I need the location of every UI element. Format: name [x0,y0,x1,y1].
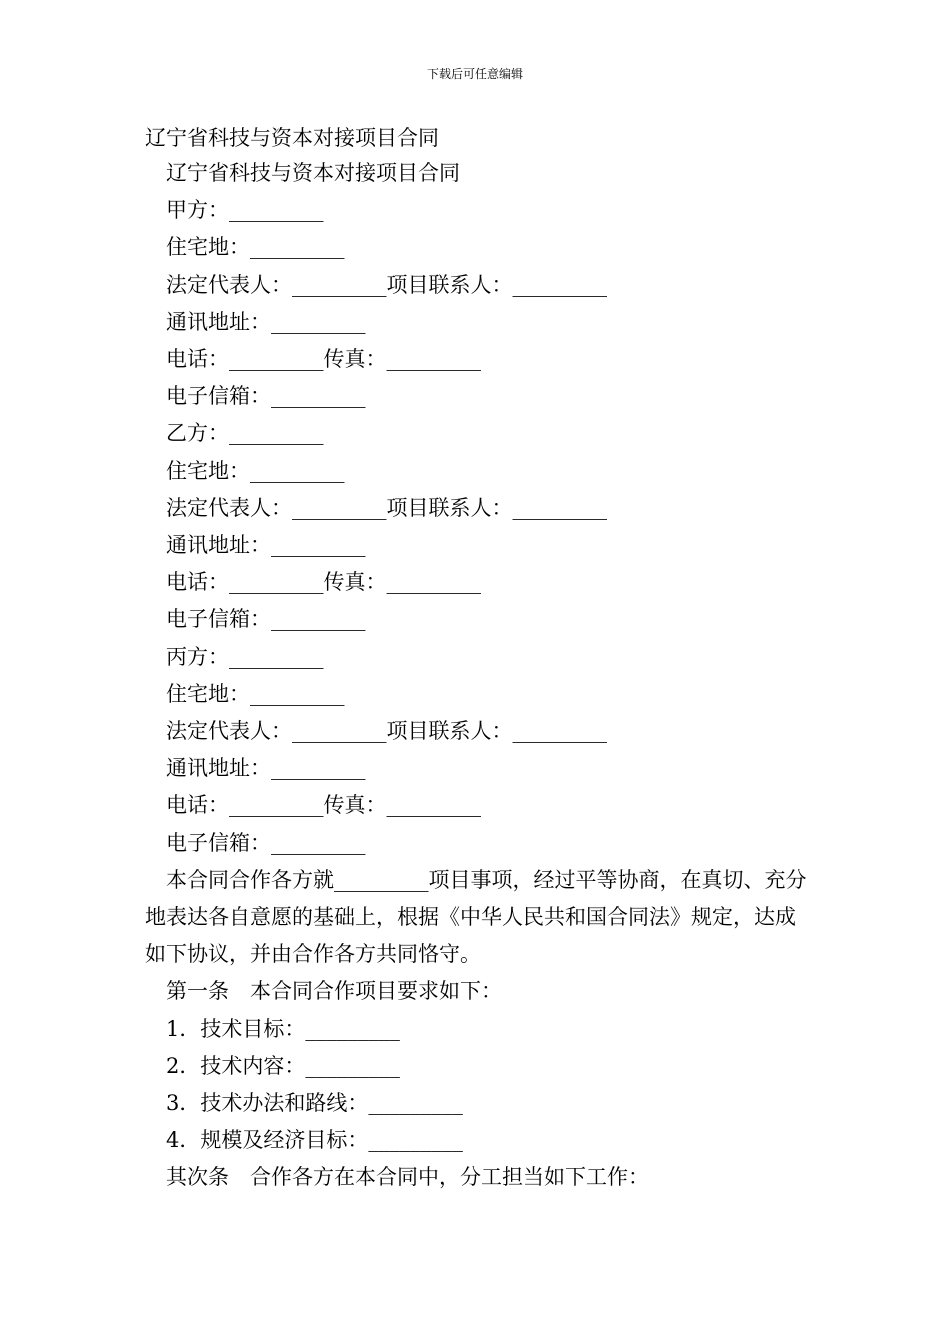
item-scale-economic-goal: 4．规模及经济目标：_________ [166,1128,463,1153]
item-technical-method: 3．技术办法和路线：_________ [166,1091,463,1116]
article-one-heading: 第一条 本合同合作项目要求如下： [166,979,502,1004]
party-a-representative-line: 法定代表人：_________项目联系人：_________ [166,272,607,297]
party-b-representative-line: 法定代表人：_________项目联系人：_________ [166,495,607,520]
party-c-phone-fax-line: 电话：_________传真：_________ [166,793,481,818]
item-technical-content: 2．技术内容：_________ [166,1053,400,1078]
item-technical-goal: 1．技术目标：_________ [166,1016,400,1041]
party-c-mailing-address-line: 通讯地址：_________ [166,756,366,781]
party-b-line: 乙方：_________ [166,421,324,446]
party-b-address-line: 住宅地：_________ [166,458,345,483]
page-header: 下载后可任意编辑 [426,67,523,81]
subtitle-line: 辽宁省科技与资本对接项目合同 [166,161,460,185]
document-title: 辽宁省科技与资本对接项目合同 [145,126,439,150]
article-two-heading: 其次条 合作各方在本合同中，分工担当如下工作： [166,1165,649,1190]
party-b-mailing-address-line: 通讯地址：_________ [166,533,366,558]
party-a-email-line: 电子信箱：_________ [166,384,366,409]
document-body [145,155,815,1197]
preamble-paragraph: 本合同合作各方就_________项目事项，经过平等协商，在真切、充分地表达各自意愿的基础上，根据《中华人民共和国合同法》规定，达成如下协议，并由合作各方共同恪守。 [145,867,807,967]
party-a-line: 甲方：_________ [166,198,324,223]
party-a-mailing-address-line: 通讯地址：_________ [166,309,366,334]
party-a-phone-fax-line: 电话：_________传真：_________ [166,347,481,372]
party-b-email-line: 电子信箱：_________ [166,607,366,632]
party-c-representative-line: 法定代表人：_________项目联系人：_________ [166,719,607,744]
party-b-phone-fax-line: 电话：_________传真：_________ [166,570,481,595]
party-c-line: 丙方：_________ [166,644,324,669]
party-c-address-line: 住宅地：_________ [166,681,345,706]
party-c-email-line: 电子信箱：_________ [166,830,366,855]
party-a-address-line: 住宅地：_________ [166,235,345,260]
